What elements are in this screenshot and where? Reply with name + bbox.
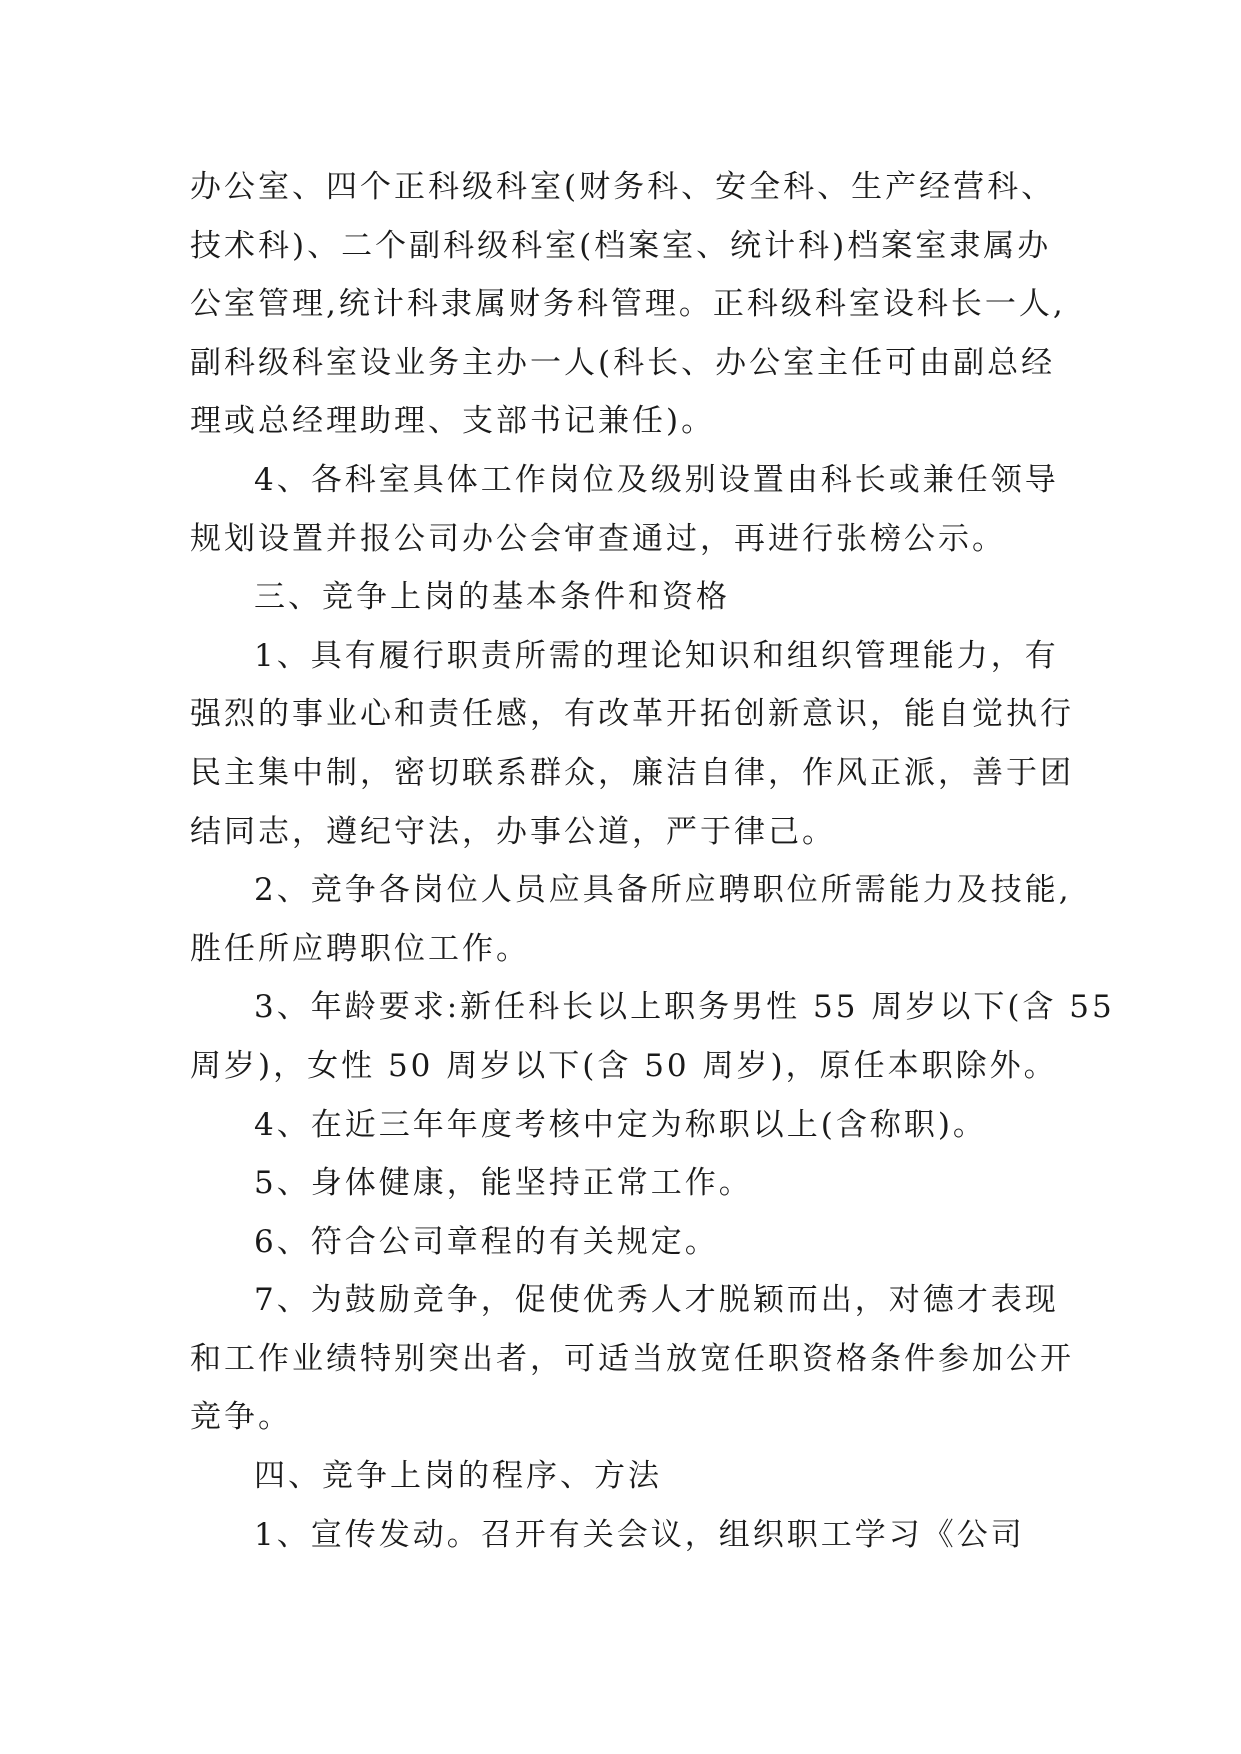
text-line: 公室管理,统计科隶属财务科管理。正科级科室设科长一人, bbox=[190, 286, 1066, 323]
paragraph-item-4-positions bbox=[190, 451, 1059, 568]
text-line: 和工作业绩特别突出者，可适当放宽任职资格条件参加公开 bbox=[190, 1340, 1074, 1377]
text-line: 7、为鼓励竞争，促使优秀人才脱颖而出，对德才表现 bbox=[254, 1282, 1059, 1319]
text-line: 竞争。 bbox=[190, 1399, 292, 1436]
paragraph-qualification-3 bbox=[190, 978, 1115, 1095]
text-line: 副科级科室设业务主办一人(科长、办公室主任可由副总经 bbox=[190, 344, 1056, 381]
text-line: 办公室、四个正科级科室(财务科、安全科、生产经营科、 bbox=[190, 169, 1056, 205]
text-line: 4、在近三年年度考核中定为称职以上(含称职)。 bbox=[254, 1106, 987, 1143]
paragraph-procedure-1 bbox=[190, 1506, 1050, 1565]
text-line: 规划设置并报公司办公会审查通过，再进行张榜公示。 bbox=[190, 520, 1006, 557]
text-line: 2、竞争各岗位人员应具备所应聘职位所需能力及技能, bbox=[254, 872, 1072, 909]
text-line: 1、具有履行职责所需的理论知识和组织管理能力，有 bbox=[254, 637, 1059, 674]
section-heading-text: 四、竞争上岗的程序、方法 bbox=[254, 1458, 662, 1495]
text-line: 1、宣传发动。召开有关会议，组织职工学习《公司 bbox=[254, 1516, 1025, 1553]
section-heading-3 bbox=[190, 568, 1050, 627]
text-line: 4、各科室具体工作岗位及级别设置由科长或兼任领导 bbox=[254, 461, 1059, 498]
section-heading-text: 三、竞争上岗的基本条件和资格 bbox=[254, 579, 730, 616]
paragraph-qualification-5 bbox=[190, 1154, 1050, 1213]
text-line: 胜任所应聘职位工作。 bbox=[190, 930, 530, 967]
document-body bbox=[190, 158, 1115, 1564]
paragraph-qualification-4 bbox=[190, 1096, 1050, 1155]
paragraph-qualification-6 bbox=[190, 1213, 1050, 1272]
paragraph-qualification-1 bbox=[190, 627, 1074, 861]
section-heading-4 bbox=[190, 1447, 1050, 1506]
text-line: 理或总经理助理、支部书记兼任)。 bbox=[190, 403, 716, 440]
text-line: 周岁)，女性 50 周岁以下(含 50 周岁)，原任本职除外。 bbox=[190, 1047, 1058, 1084]
text-line: 3、年龄要求:新任科长以上职务男性 55 周岁以下(含 55 bbox=[254, 989, 1115, 1026]
text-line: 强烈的事业心和责任感，有改革开拓创新意识，能自觉执行 bbox=[190, 696, 1074, 733]
text-line: 结同志，遵纪守法，办事公道，严于律己。 bbox=[190, 813, 836, 850]
text-line: 6、符合公司章程的有关规定。 bbox=[254, 1223, 719, 1260]
text-line: 5、身体健康，能坚持正常工作。 bbox=[254, 1165, 753, 1202]
paragraph-qualification-7 bbox=[190, 1271, 1074, 1447]
text-line: 技术科)、二个副科级科室(档案室、统计科)档案室隶属办 bbox=[190, 227, 1052, 264]
paragraph-qualification-2 bbox=[190, 861, 1072, 978]
text-line: 民主集中制，密切联系群众，廉洁自律，作风正派，善于团 bbox=[190, 754, 1074, 791]
paragraph-org-structure bbox=[190, 158, 1066, 451]
